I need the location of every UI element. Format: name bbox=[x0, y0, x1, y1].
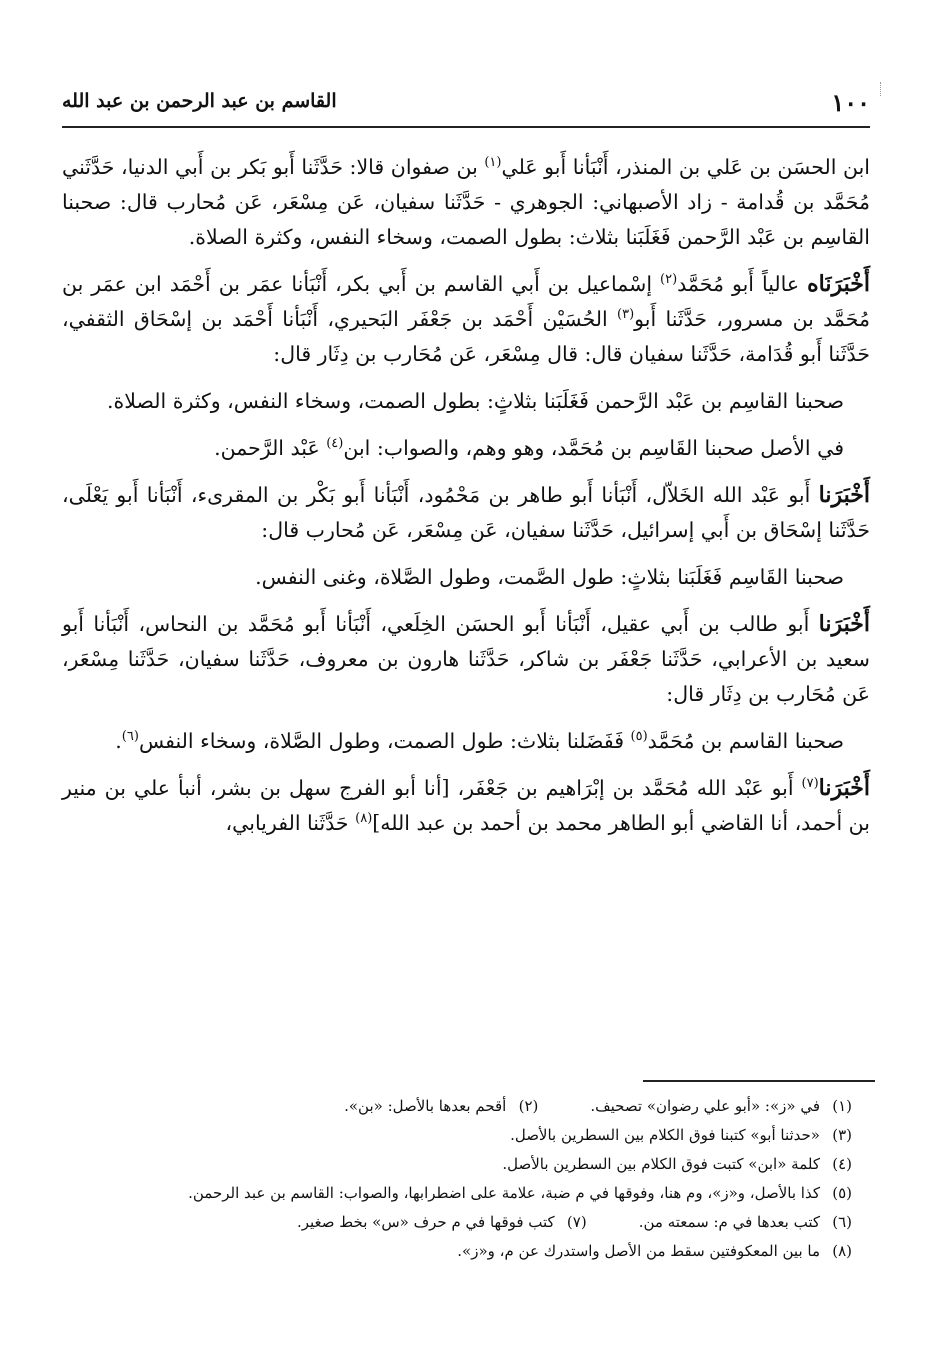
footnote-line-3 bbox=[62, 1150, 852, 1179]
text-run: صحبنا القاسم بن مُحَمَّد bbox=[647, 729, 844, 753]
running-header bbox=[62, 86, 870, 120]
text-run: عالياً أَبو مُحَمَّد bbox=[677, 272, 808, 296]
text-run: في الأصل صحبنا القَاسِم بن مُحَمَّد، وهو وهم، والصواب: ابن bbox=[343, 436, 844, 460]
footnote-number: (١) bbox=[832, 1097, 852, 1115]
footnote-ref: (٤) bbox=[326, 436, 344, 452]
page-number: ١٠٠ bbox=[831, 88, 870, 117]
paragraph-9 bbox=[62, 771, 870, 841]
footnote-number: (٦) bbox=[832, 1213, 852, 1231]
margin-mark bbox=[876, 82, 881, 96]
akhbarana-heading: أَخْبَرَنا bbox=[818, 482, 870, 508]
text-run: الحُسَيْن أَحْمَد بن جَعْفَر البَحيري، أَنْبَأنا أَحْمَد بن إسْحَاق الثقفي، حَدَّثَنا أَبو قُدَامة، حَدَّثَنا سفيان قال: قال مِسْعَر، عَن مُحَارب بن دِثَار قال: bbox=[62, 307, 870, 366]
footnote-number: (٧) bbox=[566, 1213, 587, 1231]
text-run: عَبْد الرَّحمن. bbox=[214, 436, 327, 460]
footnote-line-6 bbox=[62, 1237, 852, 1266]
text-run: حَدَّثَنا الفريابي، bbox=[225, 811, 356, 835]
running-title: القاسم بن عبد الرحمن بن عبد الله bbox=[62, 90, 337, 112]
footnote-line-2 bbox=[62, 1121, 852, 1150]
akhbarana-heading: أَخْبَرَنَاه bbox=[807, 271, 870, 297]
footnotes bbox=[62, 1092, 852, 1266]
header-rule bbox=[62, 126, 870, 128]
text-run: فَفَضَلنا بثلاث: طول الصمت، وطول الصَّلاة، وسخاء النفس bbox=[138, 729, 631, 753]
paragraph-7 bbox=[62, 607, 870, 712]
footnote-line-5 bbox=[62, 1208, 852, 1237]
footnote-ref: (٥) bbox=[630, 729, 648, 745]
footnote-text: ما بين المعكوفتين سقط من الأصل واستدرك عن م، و«ز». bbox=[457, 1242, 820, 1260]
paragraph-5 bbox=[62, 478, 870, 548]
text-run: صحبنا القَاسِم فَغَلَبَنا بثلاثٍ: طول الصَّمت، وطول الصَّلاة، وغنى النفس. bbox=[255, 565, 844, 589]
text-run: أَبو طالب بن أَبي عقيل، أَنْبَأنا أَبو الحسَن الخِلَعي، أَنْبَأنا أَبو مُحَمَّد بن النحاس، أَنْبَأنا أَبو سعيد بن الأعرابي، حَدَّثَنا جَعْفَر بن شاكر، حَدَّثَنا هارون بن معروف، حَدَّثَنا سفيان، حَدَّثَنا مِسْعَر، عَن مُحَارب بن دِثَار قال: bbox=[62, 612, 870, 706]
text-run: . bbox=[115, 729, 122, 753]
footnote-text: كذا بالأصل، و«ز»، وم هنا، وفوقها في م ضبة، علامة على اضطرابها، والصواب: القاسم بن عبد الرحمن. bbox=[188, 1184, 820, 1202]
footnote-text: في «ز»: «أبو علي رضوان» تصحيف. bbox=[590, 1097, 820, 1115]
footnote-text: كلمة «ابن» كتبت فوق الكلام بين السطرين بالأصل. bbox=[502, 1155, 820, 1173]
footnote-ref: (١) bbox=[484, 155, 502, 171]
footnote-line-1 bbox=[62, 1092, 852, 1121]
paragraph-4 bbox=[62, 431, 870, 466]
paragraph-6 bbox=[62, 560, 870, 595]
paragraph-3 bbox=[62, 384, 870, 419]
footnote-ref: (٧) bbox=[801, 776, 819, 792]
text-run: إسْماعيل بن أَبي القاسم بن أَبي بكر، أَنْبَأنا عمَر بن أَحْمَد ابن عمَر بن مُحَمَّد بن مسرور، حَدَّثَنا أَبو bbox=[62, 272, 870, 331]
footnote-number: (٤) bbox=[832, 1155, 852, 1173]
footnote-rule bbox=[643, 1080, 875, 1082]
footnote-text: كتب فوقها في م حرف «س» بخط صغير. bbox=[296, 1213, 555, 1231]
akhbarana-heading: أَخْبَرَنا bbox=[818, 611, 870, 637]
text-run: أَبو عَبْد الله مُحَمَّد بن إبْرَاهيم بن جَعْفَر، [أنا أبو الفرج سهل بن بشر، أنبأ علي بن منير بن أحمد، أنا القاضي أبو الطاهر محمد بن أحمد بن عبد الله] bbox=[62, 776, 870, 835]
text-run: أَبو عَبْد الله الخَلاّل، أَنْبَأنا أَبو طاهر بن مَحْمُود، أَنْبَأنا أَبو بَكْر بن المقرىء، أَنْبَأنا أَبو يَعْلَى، حَدَّثَنا إسْحَاق بن أَبي إسرائيل، حَدَّثَنا سفيان، عَن مِسْعَر، عَن مُحارب قال: bbox=[62, 483, 870, 542]
paragraph-8 bbox=[62, 724, 870, 759]
footnote-ref: (٦) bbox=[121, 729, 139, 745]
text-run: بن صفوان قالا: حَدَّثَنا أَبو بَكر بن أَبي الدنيا، حَدَّثَني مُحَمَّد بن قُدامة - زاد الأصبهاني: الجوهري - حَدَّثَنا سفيان، عَن مِسْعَر، عَن مُحارب قال: صحبنا القاسِم بن عَبْد الرَّحمن فَغَلَبَنا بثلاث: بطول الصمت، وسخاء النفس، وكثرة الصلاة. bbox=[62, 155, 870, 249]
text-run: صحبنا القاسِم بن عَبْد الرَّحمن فَغَلَبَنا بثلاثٍ: بطول الصمت، وسخاء النفس، وكثرة الصلاة. bbox=[107, 389, 844, 413]
footnote-ref: (٢) bbox=[660, 272, 678, 288]
paragraph-1 bbox=[62, 150, 870, 255]
footnote-ref: (٨) bbox=[355, 811, 373, 827]
footnote-ref: (٣) bbox=[617, 307, 635, 323]
footnote-text: كتب بعدها في م: سمعته من. bbox=[638, 1213, 820, 1231]
footnote-number: (٢) bbox=[518, 1097, 539, 1115]
footnote-text: أقحم بعدها بالأصل: «بن». bbox=[344, 1097, 507, 1115]
footnote-number: (٥) bbox=[832, 1184, 852, 1202]
footnote-number: (٨) bbox=[832, 1242, 852, 1260]
akhbarana-heading: أَخْبَرَنا bbox=[818, 775, 870, 801]
text-run: ابن الحسَن بن عَلي بن المنذر، أَنْبَأنا أَبو عَلي bbox=[501, 155, 870, 179]
footnote-number: (٣) bbox=[832, 1126, 852, 1144]
footnote-text: «حدثنا أبو» كتبنا فوق الكلام بين السطرين بالأصل. bbox=[510, 1126, 820, 1144]
main-text bbox=[62, 150, 870, 853]
footnote-line-4 bbox=[62, 1179, 852, 1208]
paragraph-2 bbox=[62, 267, 870, 372]
